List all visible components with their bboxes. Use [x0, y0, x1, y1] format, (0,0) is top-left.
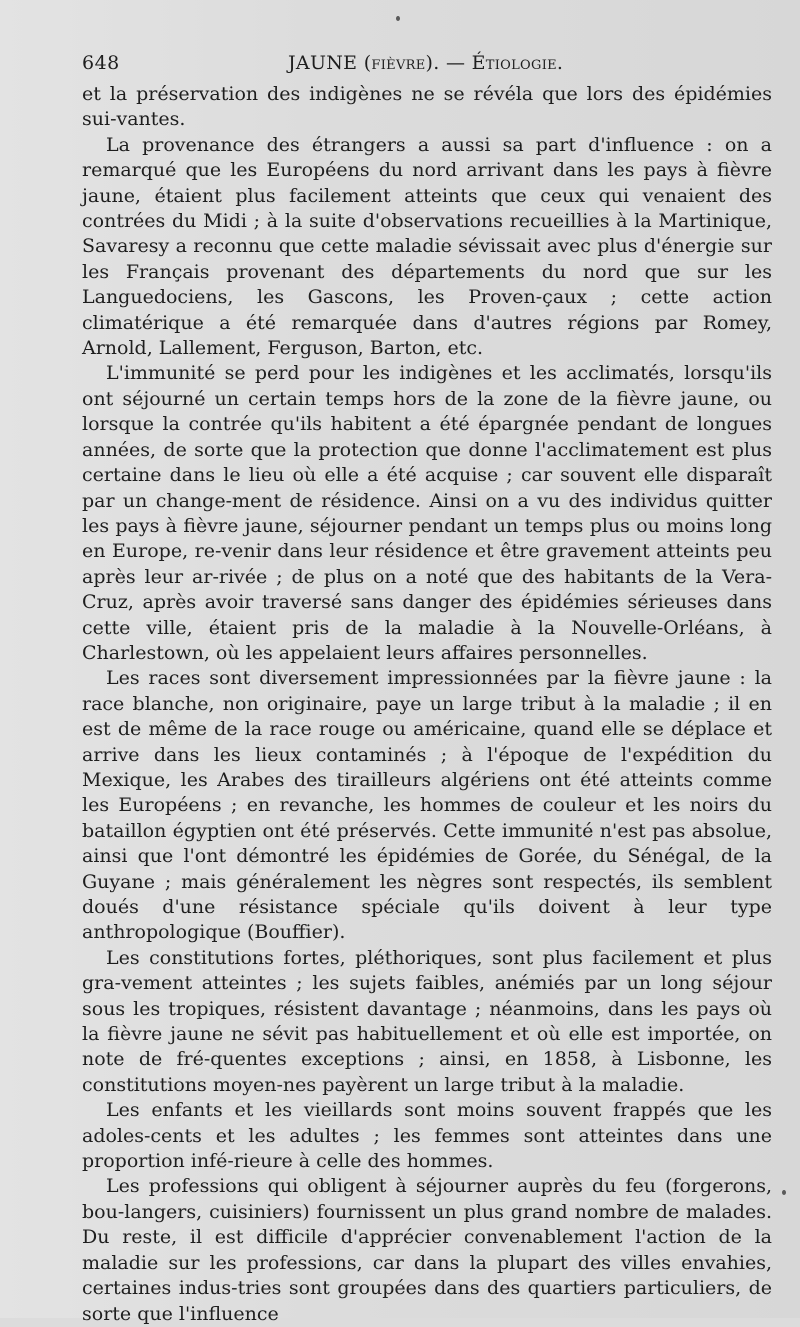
ink-speck [396, 16, 400, 21]
paragraph-constitutions: Les constitutions fortes, pléthoriques, sont plus facilement et plus gra-vement atteintes ; les sujets faibles, anémiés par un long séjour sous les tropiques, résistent davantage ; néanmoins, dans les pays où la fièvre jaune ne sévit pas habituellement et où elle est importée, on note de fré-quentes exceptions ; ainsi, en 1858, à Lisbonne, les constitutions moyen-nes payèrent un large tribut à la maladie. [82, 946, 772, 1096]
title-main: JAUNE [288, 52, 358, 74]
ink-speck [782, 1190, 786, 1195]
paragraph-professions: Les professions qui obligent à séjourner auprès du feu (forgerons, bou-langers, cuisiniers) fournissent un plus grand nombre de malades. Du reste, il est difficile d'apprécier convenablement l'action de la maladie sur les professions, car dans la plupart des villes envahies, certaines indus-tries sont groupées dans des quartiers particuliers, de sorte que l'influence [82, 1175, 772, 1325]
paragraph-immunite: L'immunité se perd pour les indigènes et les acclimatés, lorsqu'ils ont séjourné un certain temps hors de la zone de la fièvre jaune, ou lorsque la contrée qu'ils habitent a été épargnée pendant de longues années, de sorte que la protection que donne l'acclimatement est plus certaine dans le lieu où elle a été acquise ; car souvent elle disparaît par un change-ment de résidence. Ainsi on a vu des individus quitter les pays à fièvre jaune, séjourner pendant un temps plus ou moins long en Europe, re-venir dans leur résidence et être gravement atteints peu après leur ar-rivée ; de plus on a noté que des habitants de la Vera-Cruz, après avoir traversé sans danger des épidémies sérieuses dans cette ville, étaient pris de la maladie à la Nouvelle-Orléans, à Charlestown, où les appelaient leurs affaires personnelles. [82, 362, 772, 664]
body-text [82, 82, 772, 1327]
paragraph-ages: Les enfants et les vieillards sont moins souvent frappés que les adoles-cents et les adultes ; les femmes sont atteintes dans une proportion infé-rieure à celle des hommes. [82, 1099, 772, 1173]
paragraph-continuation: et la préservation des indigènes ne se révéla que lors des épidémies sui-vantes. [82, 83, 772, 131]
running-title [288, 52, 563, 74]
paragraph-races: Les races sont diversement impressionnées par la fièvre jaune : la race blanche, non originaire, paye un large tribut à la maladie ; il en est de même de la race rouge ou américaine, quand elle se déplace et arrive dans les lieux contaminés ; à l'époque de l'expédition du Mexique, les Arabes des tirailleurs algériens ont été atteints comme les Européens ; en revanche, les hommes de couleur et les noirs du bataillon égyptien ont été préservés. Cette immunité n'est pas absolue, ainsi que l'ont démontré les épidémies de Gorée, du Sénégal, de la Guyane ; mais généralement les nègres sont respectés, ils semblent doués d'une résistance spéciale qu'ils doivent à leur type anthropologique (Bouffier). [82, 667, 772, 944]
running-header [82, 52, 774, 80]
page-number: 648 [82, 52, 120, 74]
title-paren: (fièvre). [363, 52, 440, 74]
title-separator: — [445, 52, 466, 74]
paragraph-provenance: La provenance des étrangers a aussi sa part d'influence : on a remarqué que les Européens du nord arrivant dans les pays à fièvre jaune, étaient plus facilement atteints que ceux qui venaient des contrées du Midi ; à la suite d'observations recueillies à la Martinique, Savaresy a reconnu que cette maladie sévissait avec plus d'énergie sur les Français provenant des départements du nord que sur les Languedociens, les Gascons, les Proven-çaux ; cette action climatérique a été remarquée dans d'autres régions par Romey, Arnold, Lallement, Ferguson, Barton, etc. [82, 133, 772, 360]
title-section: Étiologie. [471, 52, 564, 74]
